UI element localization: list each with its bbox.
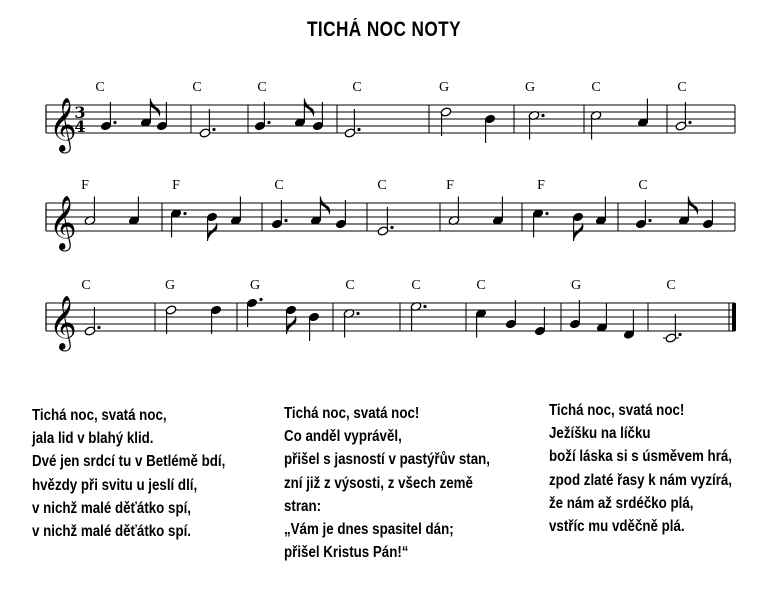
note xyxy=(156,102,168,131)
note xyxy=(492,197,504,226)
chord-symbol: F xyxy=(81,178,89,193)
chord-symbol: F xyxy=(446,178,454,193)
lyric-line: zpod zlaté řasy k nám vyzírá, xyxy=(549,471,733,489)
staff-system xyxy=(46,178,735,252)
augmentation-dot xyxy=(356,312,359,315)
note xyxy=(100,102,116,131)
chord-symbol: C xyxy=(274,178,284,193)
note xyxy=(206,212,218,241)
note xyxy=(128,197,140,226)
note xyxy=(569,300,581,329)
note xyxy=(678,197,698,226)
time-signature-top: 3 xyxy=(74,103,86,122)
note xyxy=(312,102,324,131)
chord-symbol: C xyxy=(377,178,387,193)
note-flag xyxy=(150,99,160,118)
chord-symbol: C xyxy=(476,278,486,293)
note xyxy=(590,110,602,139)
note xyxy=(505,300,517,329)
note xyxy=(484,114,496,143)
lyric-line: hvězdy při svitu u jeslí dlí, xyxy=(32,476,198,494)
augmentation-dot xyxy=(423,305,426,308)
note xyxy=(343,308,359,337)
note xyxy=(199,109,215,138)
note xyxy=(377,207,393,236)
chord-symbol: G xyxy=(438,80,450,95)
note xyxy=(596,304,608,333)
chord-symbol: C xyxy=(352,80,362,95)
note-flag xyxy=(320,197,330,216)
augmentation-dot xyxy=(284,219,287,222)
note xyxy=(84,197,96,226)
final-barline xyxy=(732,303,736,331)
note xyxy=(534,307,546,336)
note xyxy=(140,99,160,128)
lyrics-verse-1 xyxy=(32,404,225,543)
note xyxy=(254,102,270,131)
chord-symbol: G xyxy=(570,278,582,293)
chord-symbol: C xyxy=(257,80,267,95)
note xyxy=(230,197,242,226)
note xyxy=(310,197,330,226)
note xyxy=(165,305,177,334)
time-signature-bottom: 4 xyxy=(74,117,86,136)
augmentation-dot xyxy=(678,333,681,336)
staff-system xyxy=(46,80,735,154)
note-flag xyxy=(688,197,698,216)
lyric-line: Tichá noc, svatá noc! xyxy=(284,405,420,422)
lyric-line: v nichž malé děťátko spí, xyxy=(32,499,191,517)
treble-clef: 𝄞 xyxy=(49,97,77,152)
augmentation-dot xyxy=(113,121,116,124)
note-flag xyxy=(304,99,314,118)
note xyxy=(308,312,320,341)
note xyxy=(635,200,651,229)
lyric-line: Tichá noc, svatá noc, xyxy=(32,407,167,424)
note xyxy=(410,301,426,330)
treble-clef: 𝄞 xyxy=(49,195,77,250)
note xyxy=(595,197,607,226)
augmentation-dot xyxy=(183,212,186,215)
augmentation-dot xyxy=(688,121,691,124)
lyric-line: vstříc mu vděčně plá. xyxy=(549,517,685,535)
note xyxy=(246,298,262,327)
chord-symbol: G xyxy=(524,80,536,95)
augmentation-dot xyxy=(357,128,360,131)
chord-symbol: C xyxy=(591,80,601,95)
note xyxy=(84,307,100,336)
chord-symbol: C xyxy=(677,80,687,95)
lyric-line: Tichá noc, svatá noc! xyxy=(549,402,685,419)
chord-symbol: C xyxy=(666,278,676,293)
note xyxy=(475,308,487,337)
lyric-line: zní již z výsosti, z všech země xyxy=(284,474,473,492)
lyric-line: stran: xyxy=(284,497,322,515)
treble-clef: 𝄞 xyxy=(49,295,77,350)
lyrics-verse-2 xyxy=(284,402,490,564)
augmentation-dot xyxy=(259,298,262,301)
augmentation-dot xyxy=(97,326,100,329)
page-title: TICHÁ NOC NOTY xyxy=(306,18,462,41)
note xyxy=(335,200,347,229)
lyric-line: v nichž malé děťátko spí. xyxy=(32,522,191,540)
lyric-line: Co anděl vyprávěl, xyxy=(284,428,402,446)
chord-symbol: C xyxy=(411,278,421,293)
chord-symbol: F xyxy=(172,178,180,193)
augmentation-dot xyxy=(267,121,270,124)
note xyxy=(532,208,548,237)
augmentation-dot xyxy=(390,226,393,229)
chord-symbol: C xyxy=(95,80,105,95)
lyric-line: Dvé jen srdcí tu v Betlémě bdí, xyxy=(32,453,226,471)
lyric-line: Ježíšku na líčku xyxy=(549,425,651,443)
chord-symbol: C xyxy=(192,80,202,95)
staff-system xyxy=(46,278,736,352)
chord-symbol: C xyxy=(638,178,648,193)
note xyxy=(170,208,186,237)
chord-symbol: C xyxy=(81,278,91,293)
augmentation-dot xyxy=(541,114,544,117)
note xyxy=(448,197,460,226)
note xyxy=(637,99,649,128)
augmentation-dot xyxy=(212,128,215,131)
lyric-line: boží láska si s úsměvem hrá, xyxy=(549,448,733,466)
note xyxy=(344,109,360,138)
note xyxy=(294,99,314,128)
note xyxy=(271,200,287,229)
chord-symbol: G xyxy=(249,278,261,293)
lyric-line: jala lid v blahý klid. xyxy=(32,430,154,448)
note xyxy=(440,107,452,136)
note xyxy=(210,305,222,334)
chord-symbol: C xyxy=(345,278,355,293)
note xyxy=(623,311,635,340)
lyrics-verse-3 xyxy=(549,399,732,538)
chord-symbol: F xyxy=(537,178,545,193)
lyric-line: přišel Kristus Pán!“ xyxy=(284,544,409,562)
lyric-line: že nám až srdéčko plá, xyxy=(549,494,694,512)
augmentation-dot xyxy=(545,212,548,215)
note xyxy=(528,110,544,139)
lyric-line: přišel s jasností v pastýřův stan, xyxy=(284,451,490,469)
note xyxy=(702,200,714,229)
note xyxy=(675,102,691,131)
lyric-line: „Vám je dnes spasitel dán; xyxy=(284,520,454,538)
chord-symbol: G xyxy=(164,278,176,293)
augmentation-dot xyxy=(648,219,651,222)
note xyxy=(572,212,584,241)
note xyxy=(285,305,297,334)
note xyxy=(663,314,682,343)
